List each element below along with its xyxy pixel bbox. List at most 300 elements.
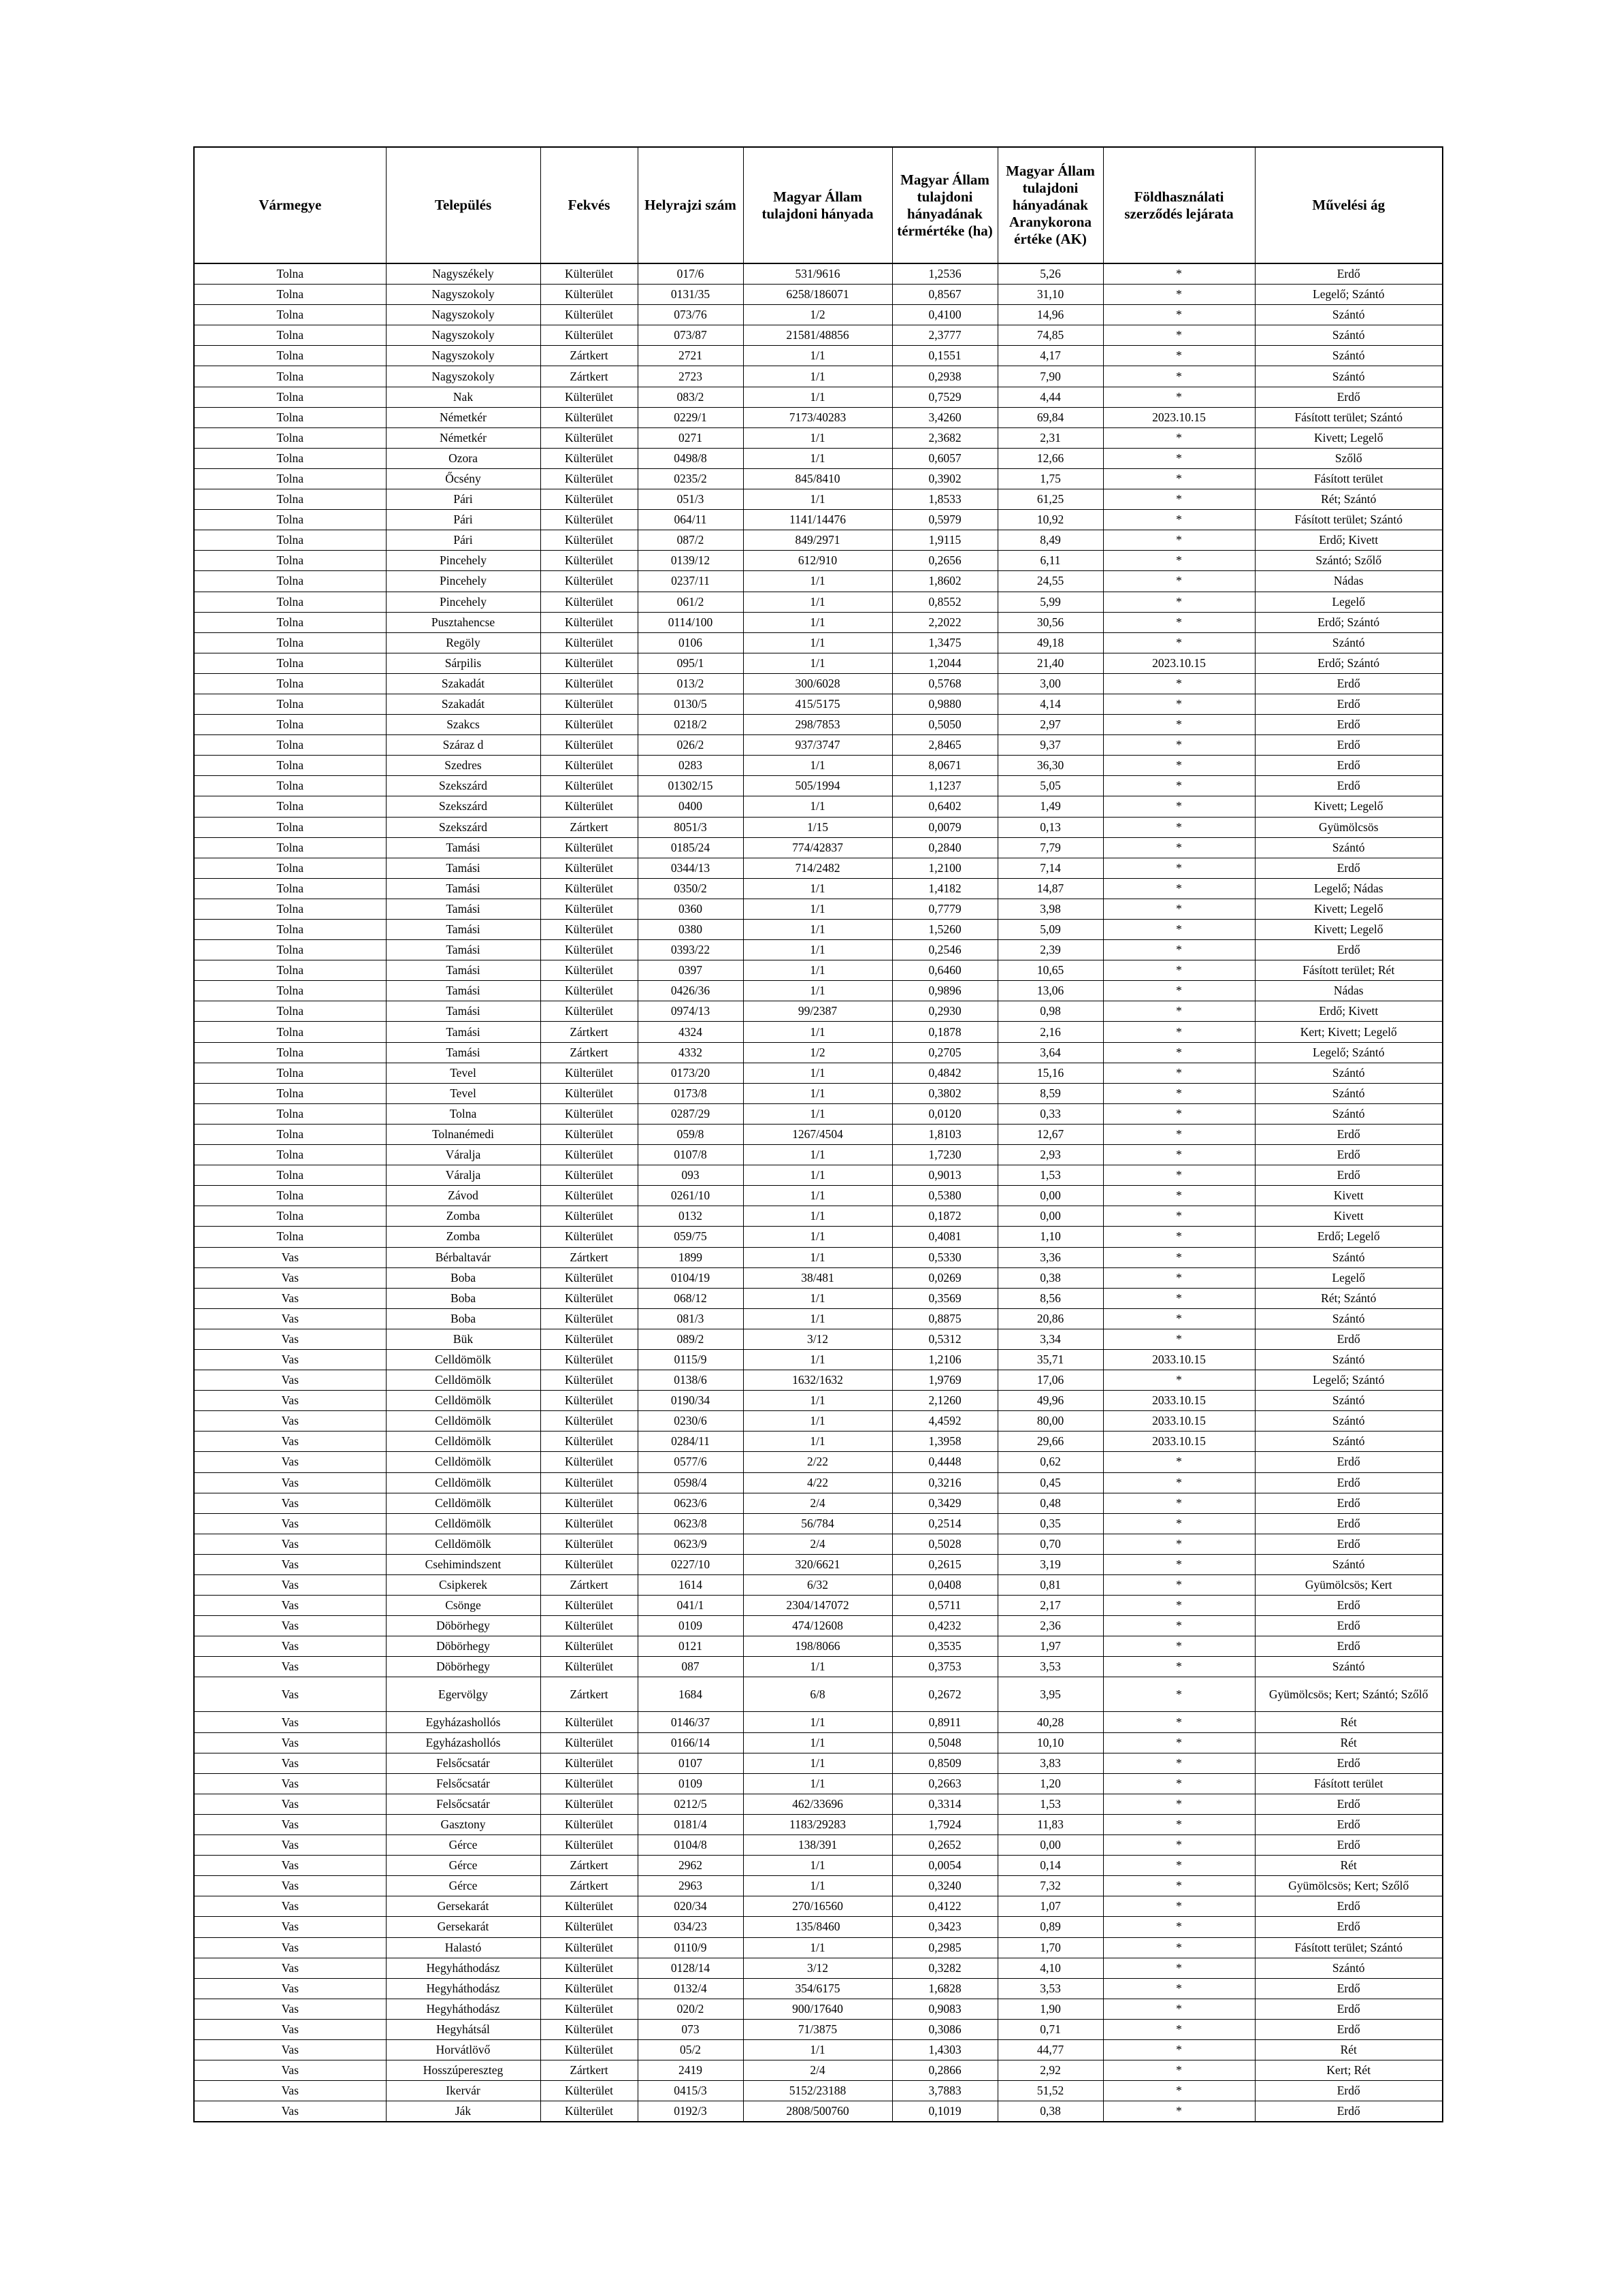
cell-cultivation: Szántó [1255, 1391, 1443, 1411]
cell-location: Zártkert [540, 1022, 638, 1042]
cell-lease-expiry: * [1103, 673, 1255, 694]
cell-county: Vas [194, 1349, 386, 1370]
cell-cultivation: Fásított terület; Rét [1255, 960, 1443, 981]
cell-location: Külterület [540, 1432, 638, 1452]
cell-state-share: 1/1 [743, 960, 892, 981]
cell-county: Vas [194, 2101, 386, 2122]
table-row [194, 2081, 1443, 2101]
cell-county: Tolna [194, 489, 386, 510]
cell-gold-crown: 0,00 [998, 1206, 1103, 1227]
cell-location: Külterület [540, 1958, 638, 1978]
table-row [194, 2039, 1443, 2060]
cell-area: 0,3535 [892, 1636, 998, 1657]
cell-county: Tolna [194, 837, 386, 858]
cell-lease-expiry: * [1103, 592, 1255, 612]
cell-area: 1,2100 [892, 858, 998, 878]
cell-location: Külterület [540, 1554, 638, 1574]
cell-lease-expiry: 2033.10.15 [1103, 1411, 1255, 1432]
cell-location: Külterület [540, 1165, 638, 1186]
cell-area: 1,3475 [892, 632, 998, 653]
cell-cultivation: Fásított terület; Szántó [1255, 510, 1443, 530]
cell-county: Vas [194, 1616, 386, 1636]
cell-settlement: Tamási [386, 1022, 540, 1042]
cell-area: 0,2840 [892, 837, 998, 858]
cell-settlement: Tamási [386, 878, 540, 899]
cell-gold-crown: 14,96 [998, 305, 1103, 325]
cell-lease-expiry: * [1103, 1917, 1255, 1937]
cell-location: Külterület [540, 1103, 638, 1124]
cell-area: 0,3569 [892, 1288, 998, 1308]
header-parcel-number: Helyrajzi szám [638, 147, 743, 263]
cell-parcel-number: 1899 [638, 1247, 743, 1267]
table-row [194, 510, 1443, 530]
cell-state-share: 354/6175 [743, 1978, 892, 1999]
cell-state-share: 1/1 [743, 489, 892, 510]
cell-county: Tolna [194, 612, 386, 632]
cell-gold-crown: 3,36 [998, 1247, 1103, 1267]
cell-county: Vas [194, 1937, 386, 1958]
cell-state-share: 1/1 [743, 1186, 892, 1206]
cell-cultivation: Szántó [1255, 1349, 1443, 1370]
cell-cultivation: Erdő [1255, 1165, 1443, 1186]
cell-location: Külterület [540, 776, 638, 796]
cell-county: Vas [194, 1288, 386, 1308]
cell-gold-crown: 1,53 [998, 1794, 1103, 1814]
cell-cultivation: Erdő; Kivett [1255, 1001, 1443, 1022]
cell-state-share: 71/3875 [743, 2019, 892, 2039]
cell-area: 0,8875 [892, 1308, 998, 1329]
cell-settlement: Gérce [386, 1876, 540, 1896]
cell-gold-crown: 3,53 [998, 1657, 1103, 1677]
table-row [194, 960, 1443, 981]
cell-settlement: Csönge [386, 1596, 540, 1616]
cell-lease-expiry: * [1103, 817, 1255, 837]
cell-parcel-number: 0261/10 [638, 1186, 743, 1206]
cell-state-share: 1/1 [743, 920, 892, 940]
cell-location: Külterület [540, 263, 638, 285]
cell-gold-crown: 4,10 [998, 1958, 1103, 1978]
table-body [194, 263, 1443, 2122]
cell-location: Külterület [540, 632, 638, 653]
cell-state-share: 1/1 [743, 878, 892, 899]
cell-gold-crown: 69,84 [998, 407, 1103, 427]
cell-settlement: Gérce [386, 1835, 540, 1856]
cell-cultivation: Erdő [1255, 1835, 1443, 1856]
cell-cultivation: Erdő [1255, 1534, 1443, 1554]
cell-location: Külterület [540, 1596, 638, 1616]
cell-parcel-number: 0287/29 [638, 1103, 743, 1124]
cell-county: Vas [194, 1267, 386, 1288]
cell-area: 0,3086 [892, 2019, 998, 2039]
cell-location: Külterület [540, 1917, 638, 1937]
cell-settlement: Felsőcsatár [386, 1773, 540, 1794]
cell-gold-crown: 1,70 [998, 1937, 1103, 1958]
cell-lease-expiry: * [1103, 1186, 1255, 1206]
table-row [194, 1165, 1443, 1186]
cell-location: Külterület [540, 837, 638, 858]
cell-parcel-number: 020/2 [638, 1999, 743, 2019]
cell-location: Külterület [540, 551, 638, 571]
cell-lease-expiry: * [1103, 1513, 1255, 1534]
cell-parcel-number: 0121 [638, 1636, 743, 1657]
cell-parcel-number: 089/2 [638, 1329, 743, 1349]
cell-state-share: 1/1 [743, 387, 892, 407]
table-row [194, 1288, 1443, 1308]
cell-gold-crown: 2,16 [998, 1022, 1103, 1042]
cell-parcel-number: 081/3 [638, 1308, 743, 1329]
cell-county: Vas [194, 1773, 386, 1794]
cell-area: 0,7529 [892, 387, 998, 407]
cell-settlement: Németkér [386, 407, 540, 427]
cell-area: 1,5260 [892, 920, 998, 940]
cell-lease-expiry: * [1103, 1636, 1255, 1657]
cell-cultivation: Erdő [1255, 1636, 1443, 1657]
cell-state-share: 1/1 [743, 1876, 892, 1896]
cell-gold-crown: 1,97 [998, 1636, 1103, 1657]
cell-county: Vas [194, 1794, 386, 1814]
cell-county: Tolna [194, 632, 386, 653]
cell-settlement: Tamási [386, 858, 540, 878]
cell-state-share: 1/2 [743, 305, 892, 325]
cell-lease-expiry: * [1103, 612, 1255, 632]
cell-parcel-number: 0623/6 [638, 1493, 743, 1513]
cell-lease-expiry: * [1103, 1856, 1255, 1876]
cell-county: Vas [194, 1493, 386, 1513]
table-row [194, 1896, 1443, 1917]
table-row [194, 530, 1443, 551]
cell-parcel-number: 1614 [638, 1575, 743, 1596]
cell-cultivation: Legelő [1255, 592, 1443, 612]
cell-state-share: 1/1 [743, 1022, 892, 1042]
cell-parcel-number: 0114/100 [638, 612, 743, 632]
cell-location: Külterület [540, 878, 638, 899]
table-row [194, 1732, 1443, 1753]
cell-cultivation: Szántó [1255, 1554, 1443, 1574]
cell-lease-expiry: * [1103, 796, 1255, 817]
cell-cultivation: Szántó [1255, 1432, 1443, 1452]
cell-settlement: Döbörhegy [386, 1616, 540, 1636]
cell-lease-expiry: * [1103, 468, 1255, 489]
cell-state-share: 1/1 [743, 1247, 892, 1267]
cell-parcel-number: 0173/8 [638, 1083, 743, 1103]
cell-state-share: 1/1 [743, 653, 892, 673]
table-row [194, 263, 1443, 285]
cell-lease-expiry: * [1103, 2101, 1255, 2122]
cell-county: Tolna [194, 899, 386, 919]
cell-parcel-number: 0212/5 [638, 1794, 743, 1814]
table-row [194, 1083, 1443, 1103]
cell-county: Vas [194, 1370, 386, 1391]
cell-location: Külterület [540, 1267, 638, 1288]
cell-area: 0,5028 [892, 1534, 998, 1554]
cell-county: Vas [194, 2081, 386, 2101]
cell-lease-expiry: * [1103, 285, 1255, 305]
cell-county: Tolna [194, 756, 386, 776]
cell-location: Zártkert [540, 1856, 638, 1876]
table-row [194, 1657, 1443, 1677]
cell-area: 0,1551 [892, 346, 998, 366]
cell-cultivation: Erdő [1255, 673, 1443, 694]
cell-location: Külterület [540, 899, 638, 919]
cell-cultivation: Erdő [1255, 1472, 1443, 1493]
cell-county: Vas [194, 1677, 386, 1712]
cell-location: Külterület [540, 1712, 638, 1732]
cell-lease-expiry: * [1103, 940, 1255, 960]
cell-settlement: Tamási [386, 837, 540, 858]
cell-state-share: 38/481 [743, 1267, 892, 1288]
cell-gold-crown: 1,20 [998, 1773, 1103, 1794]
cell-state-share: 1/1 [743, 1165, 892, 1186]
cell-location: Külterület [540, 387, 638, 407]
cell-parcel-number: 064/11 [638, 510, 743, 530]
cell-gold-crown: 7,79 [998, 837, 1103, 858]
cell-gold-crown: 10,65 [998, 960, 1103, 981]
cell-lease-expiry: * [1103, 735, 1255, 756]
cell-parcel-number: 0131/35 [638, 285, 743, 305]
cell-state-share: 2808/500760 [743, 2101, 892, 2122]
cell-settlement: Váralja [386, 1165, 540, 1186]
table-row [194, 325, 1443, 346]
cell-county: Tolna [194, 715, 386, 735]
cell-lease-expiry: * [1103, 1534, 1255, 1554]
cell-cultivation: Erdő; Legelő [1255, 1227, 1443, 1247]
cell-settlement: Tamási [386, 981, 540, 1001]
cell-area: 0,3240 [892, 1876, 998, 1896]
cell-settlement: Gasztony [386, 1814, 540, 1834]
cell-location: Külterület [540, 1411, 638, 1432]
cell-county: Tolna [194, 1165, 386, 1186]
table-row [194, 1636, 1443, 1657]
cell-area: 1,8533 [892, 489, 998, 510]
cell-location: Zártkert [540, 1042, 638, 1063]
cell-lease-expiry: * [1103, 1794, 1255, 1814]
cell-area: 0,0079 [892, 817, 998, 837]
cell-parcel-number: 0235/2 [638, 468, 743, 489]
cell-state-share: 21581/48856 [743, 325, 892, 346]
cell-lease-expiry: 2033.10.15 [1103, 1391, 1255, 1411]
cell-state-share: 3/12 [743, 1958, 892, 1978]
cell-county: Vas [194, 1732, 386, 1753]
cell-settlement: Egervölgy [386, 1677, 540, 1712]
cell-parcel-number: 0173/20 [638, 1063, 743, 1083]
cell-gold-crown: 10,92 [998, 510, 1103, 530]
cell-gold-crown: 2,36 [998, 1616, 1103, 1636]
cell-gold-crown: 3,95 [998, 1677, 1103, 1712]
cell-county: Tolna [194, 653, 386, 673]
cell-settlement: Tevel [386, 1063, 540, 1083]
cell-gold-crown: 15,16 [998, 1063, 1103, 1083]
cell-gold-crown: 8,56 [998, 1288, 1103, 1308]
cell-cultivation: Fásított terület [1255, 468, 1443, 489]
cell-state-share: 2/4 [743, 1534, 892, 1554]
cell-cultivation: Rét [1255, 1732, 1443, 1753]
cell-cultivation: Erdő [1255, 2019, 1443, 2039]
cell-settlement: Pincehely [386, 592, 540, 612]
header-state-share: Magyar Állam tulajdoni hányada [743, 147, 892, 263]
cell-cultivation: Erdő [1255, 858, 1443, 878]
cell-lease-expiry: * [1103, 1978, 1255, 1999]
cell-parcel-number: 0598/4 [638, 1472, 743, 1493]
cell-gold-crown: 35,71 [998, 1349, 1103, 1370]
cell-parcel-number: 0139/12 [638, 551, 743, 571]
cell-lease-expiry: * [1103, 1472, 1255, 1493]
cell-lease-expiry: * [1103, 1876, 1255, 1896]
cell-state-share: 3/12 [743, 1329, 892, 1349]
cell-location: Külterület [540, 1370, 638, 1391]
cell-location: Külterület [540, 920, 638, 940]
cell-county: Tolna [194, 858, 386, 878]
cell-gold-crown: 4,14 [998, 694, 1103, 714]
cell-settlement: Száraz d [386, 735, 540, 756]
cell-county: Vas [194, 1554, 386, 1574]
cell-location: Zártkert [540, 1677, 638, 1712]
cell-lease-expiry: * [1103, 1677, 1255, 1712]
cell-state-share: 1/1 [743, 1432, 892, 1452]
cell-state-share: 300/6028 [743, 673, 892, 694]
cell-lease-expiry: * [1103, 1753, 1255, 1773]
cell-gold-crown: 8,59 [998, 1083, 1103, 1103]
table-row [194, 1917, 1443, 1937]
cell-cultivation: Szántó [1255, 346, 1443, 366]
cell-area: 0,4232 [892, 1616, 998, 1636]
cell-parcel-number: 0130/5 [638, 694, 743, 714]
cell-lease-expiry: * [1103, 1001, 1255, 1022]
table-row [194, 981, 1443, 1001]
cell-lease-expiry: * [1103, 1063, 1255, 1083]
cell-cultivation: Erdő [1255, 756, 1443, 776]
cell-state-share: 1183/29283 [743, 1814, 892, 1834]
cell-gold-crown: 3,98 [998, 899, 1103, 919]
cell-cultivation: Erdő [1255, 940, 1443, 960]
cell-cultivation: Kivett [1255, 1186, 1443, 1206]
cell-gold-crown: 0,71 [998, 2019, 1103, 2039]
cell-settlement: Pusztahencse [386, 612, 540, 632]
cell-location: Külterület [540, 940, 638, 960]
cell-gold-crown: 3,34 [998, 1329, 1103, 1349]
table-row [194, 817, 1443, 837]
cell-county: Tolna [194, 817, 386, 837]
cell-county: Vas [194, 1472, 386, 1493]
table-row [194, 285, 1443, 305]
cell-lease-expiry: * [1103, 694, 1255, 714]
cell-location: Külterület [540, 468, 638, 489]
cell-state-share: 1/1 [743, 940, 892, 960]
cell-lease-expiry: * [1103, 1493, 1255, 1513]
cell-state-share: 849/2971 [743, 530, 892, 551]
cell-parcel-number: 0380 [638, 920, 743, 940]
cell-lease-expiry: * [1103, 715, 1255, 735]
table-row [194, 1391, 1443, 1411]
table-row [194, 489, 1443, 510]
cell-county: Tolna [194, 592, 386, 612]
table-row [194, 858, 1443, 878]
cell-state-share: 1/1 [743, 1349, 892, 1370]
cell-area: 0,5768 [892, 673, 998, 694]
cell-area: 1,2536 [892, 263, 998, 285]
cell-gold-crown: 5,99 [998, 592, 1103, 612]
cell-county: Tolna [194, 694, 386, 714]
cell-lease-expiry: * [1103, 387, 1255, 407]
cell-area: 0,2615 [892, 1554, 998, 1574]
cell-county: Tolna [194, 285, 386, 305]
cell-area: 0,2656 [892, 551, 998, 571]
cell-location: Külterület [540, 1391, 638, 1411]
cell-lease-expiry: * [1103, 571, 1255, 592]
cell-parcel-number: 0128/14 [638, 1958, 743, 1978]
cell-county: Tolna [194, 981, 386, 1001]
cell-state-share: 135/8460 [743, 1917, 892, 1937]
cell-parcel-number: 0109 [638, 1616, 743, 1636]
cell-county: Tolna [194, 1145, 386, 1165]
cell-lease-expiry: 2023.10.15 [1103, 407, 1255, 427]
cell-gold-crown: 7,32 [998, 1876, 1103, 1896]
table-row [194, 1472, 1443, 1493]
cell-lease-expiry: * [1103, 1103, 1255, 1124]
cell-location: Külterület [540, 612, 638, 632]
cell-parcel-number: 073 [638, 2019, 743, 2039]
cell-location: Külterület [540, 427, 638, 448]
cell-location: Külterület [540, 735, 638, 756]
table-row [194, 1534, 1443, 1554]
cell-area: 0,4100 [892, 305, 998, 325]
cell-area: 0,2672 [892, 1677, 998, 1712]
cell-county: Vas [194, 1391, 386, 1411]
cell-county: Tolna [194, 920, 386, 940]
cell-location: Külterület [540, 1814, 638, 1834]
cell-lease-expiry: * [1103, 878, 1255, 899]
cell-parcel-number: 0107 [638, 1753, 743, 1773]
cell-lease-expiry: * [1103, 1896, 1255, 1917]
cell-state-share: 1/1 [743, 899, 892, 919]
cell-state-share: 462/33696 [743, 1794, 892, 1814]
table-row [194, 1186, 1443, 1206]
cell-settlement: Ikervár [386, 2081, 540, 2101]
cell-gold-crown: 29,66 [998, 1432, 1103, 1452]
cell-parcel-number: 4324 [638, 1022, 743, 1042]
cell-settlement: Ozora [386, 448, 540, 468]
cell-cultivation: Legelő; Nádas [1255, 878, 1443, 899]
cell-state-share: 1/1 [743, 1063, 892, 1083]
table-row [194, 1677, 1443, 1712]
cell-county: Tolna [194, 796, 386, 817]
cell-lease-expiry: * [1103, 1308, 1255, 1329]
cell-county: Vas [194, 1835, 386, 1856]
cell-gold-crown: 3,19 [998, 1554, 1103, 1574]
cell-state-share: 1/1 [743, 1753, 892, 1773]
cell-gold-crown: 0,00 [998, 1835, 1103, 1856]
cell-area: 0,8552 [892, 592, 998, 612]
cell-gold-crown: 1,53 [998, 1165, 1103, 1186]
cell-cultivation: Erdő [1255, 1896, 1443, 1917]
cell-settlement: Halastó [386, 1937, 540, 1958]
header-settlement: Település [386, 147, 540, 263]
cell-settlement: Pári [386, 510, 540, 530]
cell-gold-crown: 21,40 [998, 653, 1103, 673]
table-row [194, 940, 1443, 960]
cell-gold-crown: 9,37 [998, 735, 1103, 756]
cell-location: Külterület [540, 1616, 638, 1636]
cell-gold-crown: 30,56 [998, 612, 1103, 632]
cell-cultivation: Legelő [1255, 1267, 1443, 1288]
cell-cultivation: Szántó; Szőlő [1255, 551, 1443, 571]
cell-lease-expiry: * [1103, 776, 1255, 796]
table-row [194, 1349, 1443, 1370]
cell-cultivation: Szántó [1255, 366, 1443, 387]
cell-area: 0,9083 [892, 1999, 998, 2019]
cell-cultivation: Legelő; Szántó [1255, 1370, 1443, 1391]
cell-state-share: 774/42837 [743, 837, 892, 858]
cell-parcel-number: 2721 [638, 346, 743, 366]
